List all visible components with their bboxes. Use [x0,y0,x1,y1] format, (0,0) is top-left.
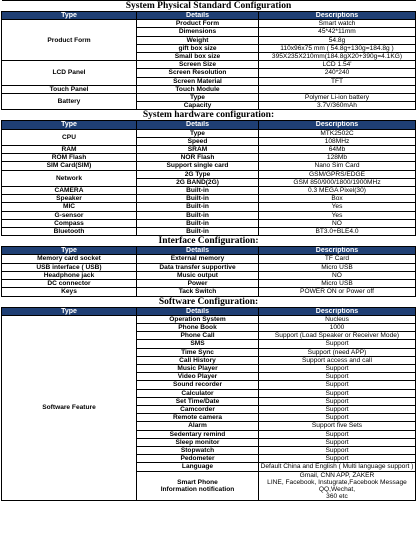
type-cell: Battery [2,94,137,110]
description-cell: Smart watch [259,20,416,28]
table-row [2,129,416,137]
description-cell: POWER ON or Power off [259,288,416,296]
detail-cell: Capacity [137,102,259,110]
table-row [2,288,416,296]
description-cell: Support [259,414,416,422]
description-cell: Support (Load Speaker or Receiver Mode) [259,332,416,340]
description-cell: Support [259,455,416,463]
detail-cell: Call History [137,356,259,364]
detail-cell: Screen Resolution [137,69,259,77]
column-header: Details [137,12,259,20]
description-cell: NO [259,271,416,279]
description-line: LINE, Facebook, Instugrate,Facebook Message [267,478,407,486]
detail-cell: Time Sync [137,348,259,356]
description-cell: BT3.0+BLE4.0 [259,228,416,236]
detail-cell: Data transfer supportive [137,263,259,271]
type-cell: Network [2,170,137,186]
header-row [2,121,416,129]
type-cell: Compass [2,219,137,227]
detail-cell: Sedentary remind [137,430,259,438]
detail-cell: Built-in [137,219,259,227]
type-cell: Product Form [2,20,137,61]
detail-cell: NOR Flash [137,154,259,162]
detail-cell: Video Player [137,373,259,381]
description-cell: 395X235X210mm(184.8gX20+390g=4.1KG) [259,53,416,61]
detail-cell: Alarm [137,422,259,430]
table-row [2,315,416,323]
detail-cell: Phone Book [137,323,259,331]
type-cell: Keys [2,288,137,296]
detail-cell: Music Player [137,364,259,372]
detail-cell: Built-in [137,228,259,236]
detail-cell: Sleep monitor [137,438,259,446]
detail-cell: Power [137,280,259,288]
detail-cell: Dimensions [137,28,259,36]
detail-cell: Built-in [137,187,259,195]
detail-cell: External memory [137,255,259,263]
table-row [2,228,416,236]
type-cell: RAM [2,146,137,154]
detail-cell: SRAM [137,146,259,154]
header-row [2,307,416,315]
description-cell: Support [259,340,416,348]
column-header: Descriptions [259,12,416,20]
detail-cell: Product Form [137,20,259,28]
table-row [2,219,416,227]
description-cell: GSM/GPRS/EDGE [259,170,416,178]
detail-cell: Sound recorder [137,381,259,389]
table-row [2,61,416,69]
detail-cell: Remote camera [137,414,259,422]
section-title-row [2,110,416,121]
type-cell: ROM Flash [2,154,137,162]
table-row [2,211,416,219]
type-cell: CAMERA [2,187,137,195]
description-cell: Support [259,381,416,389]
spec-table [1,0,416,501]
detail-cell: Small box size [137,53,259,61]
description-cell: Nucleus [259,315,416,323]
detail-cell: Pedometer [137,455,259,463]
detail-cell: Type [137,129,259,137]
description-cell: Support [259,438,416,446]
type-cell: DC connector [2,280,137,288]
column-header: Type [2,12,137,20]
type-cell: LCD Panel [2,61,137,86]
detail-cell: Phone Call [137,332,259,340]
description-cell: Nano Sim Card [259,162,416,170]
description-cell: Box [259,195,416,203]
detail-cell: 2G BAND(2G) [137,178,259,186]
description-cell: 128Mb [259,154,416,162]
type-cell: G-sensor [2,211,137,219]
table-row [2,263,416,271]
section-title-row [2,1,416,12]
detail-cell: Language [137,463,259,471]
table-row [2,20,416,28]
column-header: Descriptions [259,247,416,255]
column-header: Type [2,247,137,255]
detail-cell: Weight [137,36,259,44]
table-row [2,170,416,178]
description-cell: Micro USB [259,263,416,271]
table-row [2,187,416,195]
detail-cell: Screen Size [137,61,259,69]
description-cell: 108MHz [259,137,416,145]
table-row [2,271,416,279]
description-cell: 240*240 [259,69,416,77]
detail-cell: Type [137,94,259,102]
description-line: Gmail, CNN APP, ZAKER [299,471,375,479]
type-cell: Bluetooth [2,228,137,236]
section-title-row [2,296,416,307]
description-cell: Support [259,397,416,405]
type-cell: MIC [2,203,137,211]
description-cell: 110x96x75 mm ( 54.8g+130g=184.8g ) [259,44,416,52]
detail-cell: Support single card [137,162,259,170]
description-cell: MTK2502C [259,129,416,137]
header-row [2,247,416,255]
description-line: 360 etc [326,493,348,501]
type-cell: Speaker [2,195,137,203]
table-row [2,162,416,170]
section-title: Interface Configuration: [2,236,416,247]
column-header: Details [137,247,259,255]
type-cell: CPU [2,129,137,145]
table-row [2,154,416,162]
type-cell: Software Feature [2,315,137,501]
description-cell: Support [259,373,416,381]
detail-cell: Camcorder [137,405,259,413]
description-cell: Support access and call [259,356,416,364]
detail-cell: Touch Module [137,85,259,93]
detail-cell: Speed [137,137,259,145]
header-row [2,12,416,20]
description-cell: Polymer Li-ion battery [259,94,416,102]
table-row [2,146,416,154]
description-cell: 54.8g [259,36,416,44]
description-cell: Support five Sets [259,422,416,430]
type-cell: SIM Card(SIM) [2,162,137,170]
description-cell: Support [259,389,416,397]
detail-line: Smart Phone [177,478,218,486]
description-cell: Default China and English ( Multi language support ) [259,463,416,471]
description-cell: Support [259,364,416,372]
column-header: Type [2,307,137,315]
detail-cell: 2G Type [137,170,259,178]
detail-cell: Built-in [137,195,259,203]
description-cell [259,471,416,501]
table-row [2,195,416,203]
description-cell: 1000 [259,323,416,331]
detail-cell: Calculator [137,389,259,397]
detail-cell: Screen Material [137,77,259,85]
description-cell: TFT [259,77,416,85]
description-cell: GSM 850/900/1800/1900MHz [259,178,416,186]
section-title-row [2,236,416,247]
description-cell: NO [259,219,416,227]
table-row [2,280,416,288]
description-cell: 64Mb [259,146,416,154]
detail-cell: Music output [137,271,259,279]
description-cell: Support [259,405,416,413]
description-cell: Yes [259,203,416,211]
description-cell: LCD 1.54' [259,61,416,69]
description-cell: Support [259,430,416,438]
detail-cell: Operation System [137,315,259,323]
column-header: Details [137,121,259,129]
section-title: System Physical Standard Configuration [2,1,416,12]
description-cell: TF Card [259,255,416,263]
detail-cell: Built-in [137,211,259,219]
description-cell [259,85,416,93]
detail-cell: Set Time/Date [137,397,259,405]
detail-cell: Built-in [137,203,259,211]
type-cell: Touch Panel [2,85,137,93]
description-cell: Support [259,446,416,454]
column-header: Details [137,307,259,315]
detail-cell: Tack Switch [137,288,259,296]
type-cell: USB interface ( USB) [2,263,137,271]
column-header: Descriptions [259,121,416,129]
description-line: QQ,Wechat, [318,485,356,493]
description-cell: 45*42*11mm [259,28,416,36]
detail-cell: Stopwatch [137,446,259,454]
description-cell: Support (need APP) [259,348,416,356]
description-cell: 3.7V/360mAh [259,102,416,110]
description-cell: Micro USB [259,280,416,288]
description-cell: 0.3 MEGA Pixel(30) [259,187,416,195]
section-title: Software Configuration: [2,296,416,307]
description-cell: Yes [259,211,416,219]
table-row [2,94,416,102]
detail-line: Information notification [160,485,235,493]
table-row [2,203,416,211]
type-cell: Memory card socket [2,255,137,263]
detail-cell: gift box size [137,44,259,52]
section-title: System hardware configuration: [2,110,416,121]
detail-cell [137,471,259,501]
column-header: Descriptions [259,307,416,315]
type-cell: Headphone jack [2,271,137,279]
table-row [2,85,416,93]
detail-cell: SMS [137,340,259,348]
column-header: Type [2,121,137,129]
table-row [2,255,416,263]
